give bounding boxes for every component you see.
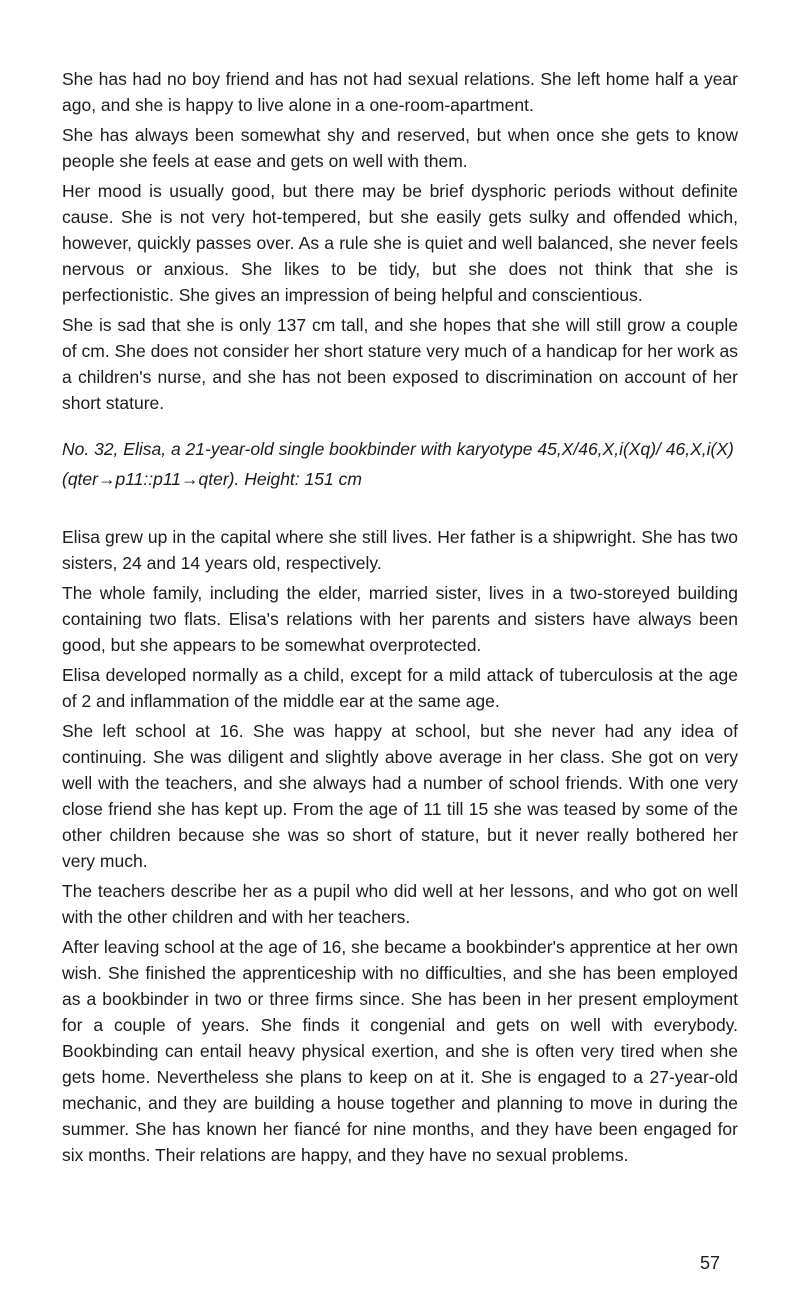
page-number: 57 [700, 1253, 721, 1273]
paragraph: She left school at 16. She was happy at school, but she never had any idea of continuing. She was diligent and slightly above average in her class. She got on very well with the teachers, and she always had a number of school friends. With one very close friend she has kept up. From the age of 11 till 15 she was teased by some of the other children because she was so short of stature, but it never really bothered her very much. [62, 721, 738, 871]
paragraph: The teachers describe her as a pupil who did well at her lessons, and who got on well with the other children and with her teachers. [62, 881, 738, 927]
paragraph: She has always been somewhat shy and reserved, but when once she gets to know people she feels at ease and gets on well with them. [62, 125, 738, 171]
paragraph: After leaving school at the age of 16, she became a bookbinder's apprentice at her own wish. She finished the apprenticeship with no difficulties, and she has been employed as a bookbinder in two or three firms since. She has been in her present employment for a couple of years. She finds it congenial and gets on well with everybody. Bookbinding can entail heavy physical exertion, and she is often very tired when she gets home. Nevertheless she plans to keep on at it. She is engaged to a 27-year-old mechanic, and they are building a house together and planning to move in during the summer. She has known her fiancé for nine months, and they have been engaged for six months. Their relations are happy, and they have no sexual problems. [62, 937, 738, 1165]
paragraph: Elisa grew up in the capital where she still lives. Her father is a shipwright. She has two sisters, 24 and 14 years old, respectively. [62, 527, 738, 573]
paragraph: She is sad that she is only 137 cm tall, and she hopes that she will still grow a couple of cm. She does not consider her short stature very much of a handicap for her work as a children's nurse, and she has not been exposed to discrimination on account of her short stature. [62, 315, 738, 413]
paragraph: She has had no boy friend and has not had sexual relations. She left home half a year ago, and she is happy to live alone in a one-room-apartment. [62, 69, 738, 115]
paragraph: Elisa developed normally as a child, except for a mild attack of tuberculosis at the age of 2 and inflammation of the middle ear at the same age. [62, 665, 738, 711]
paragraph: The whole family, including the elder, married sister, lives in a two-storeyed building containing two flats. Elisa's relations with her parents and sisters have always been good, but she appears to be somewhat overprotected. [62, 583, 738, 655]
document-page [62, 66, 738, 1172]
case-heading: No. 32, Elisa, a 21-year-old single bookbinder with karyotype 45,X/46,X,i(Xq)/ 46,X,i(X)(qter→p11::p11→qter). Height: 151 cm [62, 439, 734, 489]
paragraph: Her mood is usually good, but there may be brief dysphoric periods without definite cause. She is not very hot-tempered, but she easily gets sulky and offended which, however, quickly passes over. As a rule she is quiet and well balanced, she never feels nervous or anxious. She likes to be tidy, but she does not think that she is perfectionistic. She gives an impression of being helpful and conscientious. [62, 181, 738, 305]
